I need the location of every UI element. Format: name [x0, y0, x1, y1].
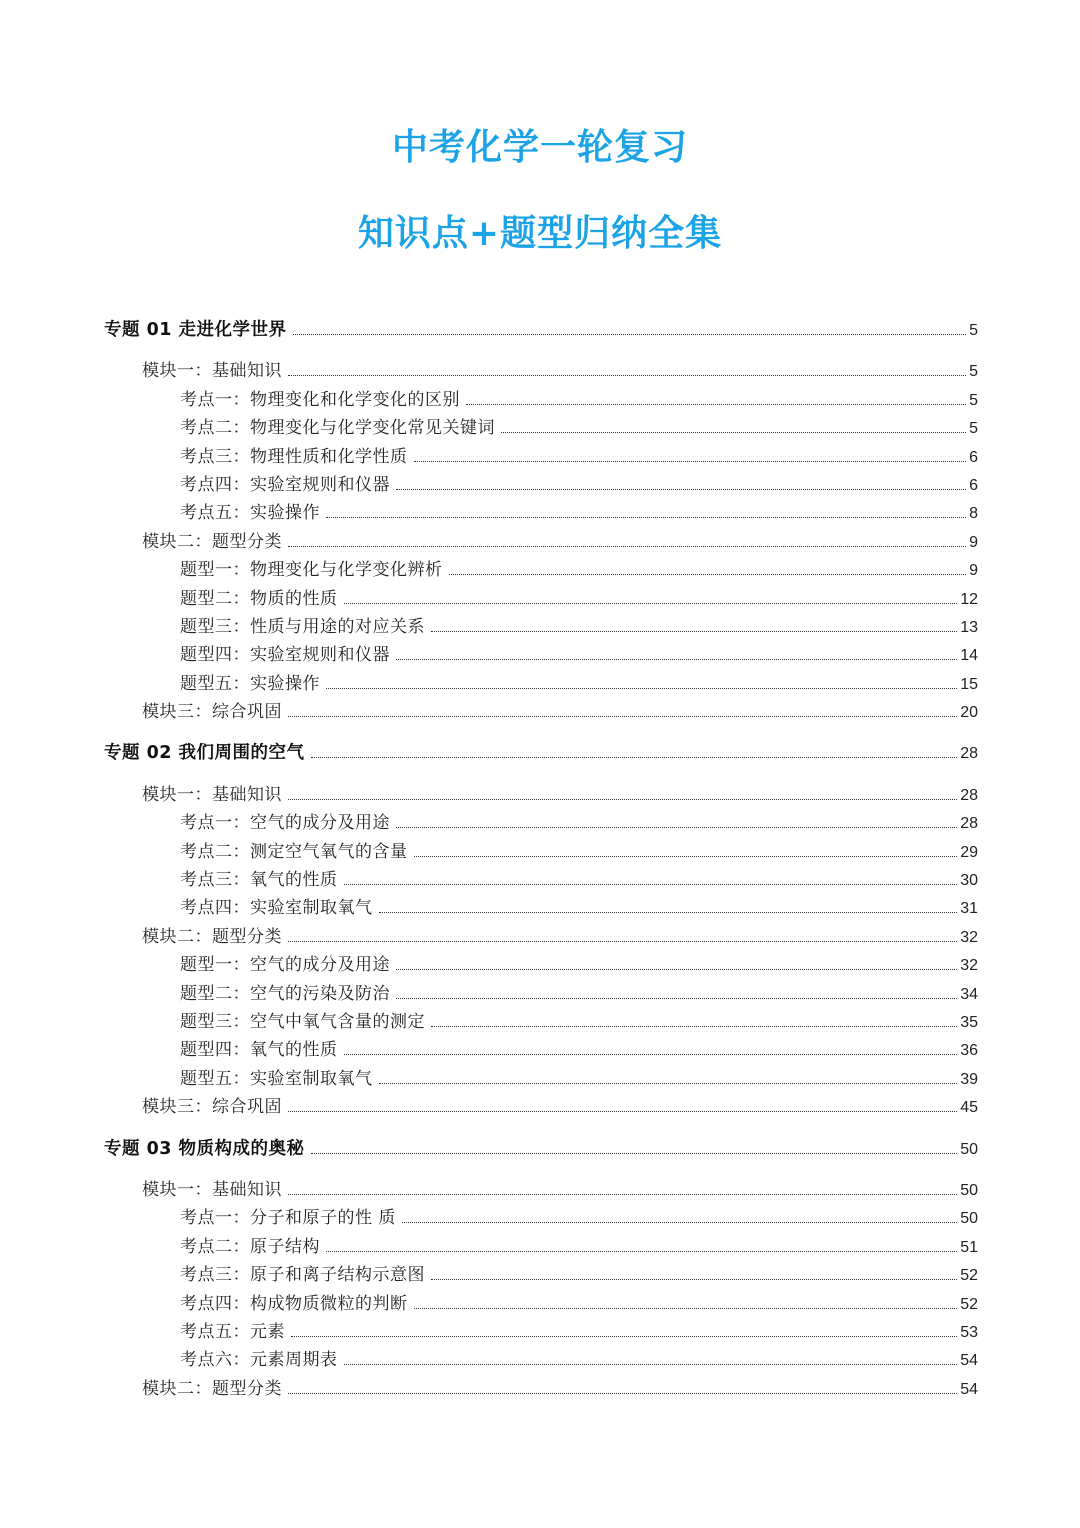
- toc-dot-leader: [288, 940, 957, 942]
- toc-dot-leader: [396, 968, 957, 970]
- title-line-1: 中考化学一轮复习: [391, 127, 688, 168]
- toc-entry-label: 题型二：空气的污染及防治: [180, 983, 390, 1004]
- toc-page-number: 45: [960, 1099, 978, 1117]
- toc-dot-leader: [379, 911, 958, 913]
- document-title: [0, 118, 1080, 264]
- toc-dot-leader: [326, 687, 957, 689]
- toc-entry-label: 考点五：元素: [180, 1321, 285, 1342]
- toc-page-number: 9: [969, 562, 978, 580]
- toc-page-number: 28: [960, 815, 978, 833]
- table-of-contents: [104, 316, 978, 1402]
- toc-page-number: 54: [960, 1352, 978, 1370]
- toc-topic[interactable]: [104, 865, 978, 893]
- toc-page-number: 30: [960, 872, 978, 890]
- toc-page-number: 6: [969, 448, 978, 466]
- toc-entry-label: 考点一：空气的成分及用途: [180, 813, 390, 834]
- toc-dot-leader: [293, 333, 967, 335]
- toc-dot-leader: [431, 630, 957, 632]
- toc-page-number: 50: [960, 1210, 978, 1228]
- toc-entry-label: 题型五：实验操作: [180, 673, 320, 694]
- toc-topic[interactable]: [104, 1317, 978, 1345]
- toc-topic[interactable]: [104, 669, 978, 697]
- toc-topic[interactable]: [104, 1007, 978, 1035]
- toc-dot-leader: [396, 997, 957, 999]
- toc-page-number: 5: [969, 420, 978, 438]
- toc-page-number: 14: [960, 647, 978, 665]
- toc-entry-label: 模块三：综合巩固: [142, 702, 282, 723]
- toc-page-number: 54: [960, 1380, 978, 1398]
- toc-entry-label: 考点三：氧气的性质: [180, 870, 338, 891]
- toc-dot-leader: [414, 855, 958, 857]
- toc-page-number: 51: [960, 1238, 978, 1256]
- toc-dot-leader: [288, 1392, 957, 1394]
- toc-dot-leader: [402, 1221, 957, 1223]
- toc-chapter[interactable]: [104, 316, 978, 344]
- toc-entry-label: 模块三：综合巩固: [142, 1097, 282, 1118]
- toc-module[interactable]: [104, 780, 978, 808]
- toc-page-number: 13: [960, 618, 978, 636]
- toc-entry-label: 专题 01 走进化学世界: [104, 320, 287, 340]
- toc-page-number: 28: [960, 745, 978, 763]
- toc-dot-leader: [291, 1335, 957, 1337]
- toc-entry-label: 考点二：原子结构: [180, 1236, 320, 1257]
- toc-page-number: 52: [960, 1295, 978, 1313]
- toc-entry-label: 专题 03 物质构成的奥秘: [104, 1138, 305, 1159]
- toc-page-number: 28: [960, 786, 978, 804]
- toc-dot-leader: [344, 883, 958, 885]
- toc-entry-label: 模块二：题型分类: [142, 531, 282, 552]
- toc-entry-label: 题型五：实验室制取氧气: [180, 1068, 373, 1089]
- toc-entry-label: 考点三：物理性质和化学性质: [180, 446, 408, 467]
- toc-dot-leader: [431, 1025, 957, 1027]
- toc-topic[interactable]: [104, 640, 978, 668]
- toc-dot-leader: [288, 798, 957, 800]
- toc-topic[interactable]: [104, 470, 978, 498]
- toc-dot-leader: [344, 1363, 958, 1365]
- toc-entry-label: 模块一：基础知识: [142, 361, 282, 382]
- toc-dot-leader: [379, 1082, 958, 1084]
- toc-entry-label: 考点二：测定空气氧气的含量: [180, 841, 408, 862]
- toc-topic[interactable]: [104, 1064, 978, 1092]
- toc-page-number: 15: [960, 675, 978, 693]
- toc-entry-label: 模块二：题型分类: [142, 1378, 282, 1399]
- toc-topic[interactable]: [104, 1232, 978, 1260]
- toc-page-number: 34: [960, 985, 978, 1003]
- toc-dot-leader: [311, 1152, 958, 1154]
- toc-dot-leader: [288, 374, 966, 376]
- toc-entry-label: 考点五：实验操作: [180, 503, 320, 524]
- toc-topic[interactable]: [104, 1289, 978, 1317]
- toc-module[interactable]: [104, 356, 978, 384]
- toc-topic[interactable]: [104, 1345, 978, 1373]
- toc-dot-leader: [449, 573, 967, 575]
- toc-entry-label: 考点二：物理变化与化学变化常见关键词: [180, 418, 495, 439]
- toc-dot-leader: [288, 715, 957, 717]
- toc-entry-label: 模块一：基础知识: [142, 1179, 282, 1200]
- toc-page-number: 39: [960, 1070, 978, 1088]
- toc-page-number: 5: [969, 322, 978, 339]
- toc-dot-leader: [431, 1278, 957, 1280]
- toc-page-number: 36: [960, 1042, 978, 1060]
- toc-dot-leader: [288, 545, 966, 547]
- toc-page-number: 35: [960, 1013, 978, 1031]
- toc-page-number: 6: [969, 476, 978, 494]
- toc-module[interactable]: [104, 697, 978, 725]
- toc-entry-label: 题型三：空气中氧气含量的测定: [180, 1011, 425, 1032]
- toc-entry-label: 考点三：原子和离子结构示意图: [180, 1265, 425, 1286]
- toc-entry-label: 模块二：题型分类: [142, 926, 282, 947]
- toc-page-number: 12: [960, 590, 978, 608]
- toc-page-number: 32: [960, 957, 978, 975]
- toc-topic[interactable]: [104, 893, 978, 921]
- toc-entry-label: 题型一：物理变化与化学变化辨析: [180, 560, 443, 581]
- toc-page-number: 5: [969, 391, 978, 409]
- toc-topic[interactable]: [104, 413, 978, 441]
- toc-dot-leader: [311, 756, 958, 758]
- toc-page-number: 9: [969, 533, 978, 551]
- toc-dot-leader: [414, 460, 967, 462]
- toc-topic[interactable]: [104, 612, 978, 640]
- toc-topic[interactable]: [104, 584, 978, 612]
- toc-page-number: 50: [960, 1140, 978, 1158]
- toc-page-number: 50: [960, 1181, 978, 1199]
- toc-topic[interactable]: [104, 979, 978, 1007]
- toc-dot-leader: [414, 1307, 958, 1309]
- toc-topic[interactable]: [104, 385, 978, 413]
- toc-module[interactable]: [104, 1092, 978, 1120]
- toc-dot-leader: [344, 1053, 958, 1055]
- toc-page-number: 5: [969, 363, 978, 381]
- toc-module[interactable]: [104, 1374, 978, 1402]
- toc-entry-label: 考点四：构成物质微粒的判断: [180, 1293, 408, 1314]
- toc-entry-label: 题型四：实验室规则和仪器: [180, 645, 390, 666]
- toc-page-number: 52: [960, 1267, 978, 1285]
- toc-dot-leader: [344, 602, 958, 604]
- toc-page-number: 8: [969, 505, 978, 523]
- toc-dot-leader: [326, 1250, 957, 1252]
- toc-chapter[interactable]: [104, 1135, 978, 1163]
- toc-topic[interactable]: [104, 442, 978, 470]
- toc-topic[interactable]: [104, 1260, 978, 1288]
- toc-entry-label: 模块一：基础知识: [142, 784, 282, 805]
- toc-dot-leader: [396, 488, 966, 490]
- toc-topic[interactable]: [104, 1203, 978, 1231]
- toc-topic[interactable]: [104, 837, 978, 865]
- toc-entry-label: 考点六：元素周期表: [180, 1350, 338, 1371]
- toc-dot-leader: [288, 1110, 957, 1112]
- toc-topic[interactable]: [104, 808, 978, 836]
- toc-dot-leader: [326, 516, 966, 518]
- toc-module[interactable]: [104, 527, 978, 555]
- toc-entry-label: 考点一：物理变化和化学变化的区别: [180, 389, 460, 410]
- toc-entry-label: 题型二：物质的性质: [180, 588, 338, 609]
- toc-entry-label: 考点一：分子和原子的性 质: [180, 1208, 396, 1229]
- toc-page-number: 29: [960, 843, 978, 861]
- toc-page-number: 31: [960, 900, 978, 918]
- toc-dot-leader: [466, 403, 966, 405]
- toc-dot-leader: [396, 658, 957, 660]
- toc-dot-leader: [288, 1193, 957, 1195]
- toc-dot-leader: [501, 431, 966, 433]
- toc-page-number: 20: [960, 704, 978, 722]
- toc-module[interactable]: [104, 1175, 978, 1203]
- toc-topic[interactable]: [104, 950, 978, 978]
- toc-entry-label: 题型一：空气的成分及用途: [180, 955, 390, 976]
- toc-chapter[interactable]: [104, 739, 978, 767]
- toc-entry-label: 考点四：实验室规则和仪器: [180, 474, 390, 495]
- toc-entry-label: 考点四：实验室制取氧气: [180, 898, 373, 919]
- toc-topic[interactable]: [104, 1035, 978, 1063]
- toc-entry-label: 题型四：氧气的性质: [180, 1040, 338, 1061]
- toc-entry-label: 专题 02 我们周围的空气: [104, 743, 305, 764]
- title-line-2: 知识点+题型归纳全集: [357, 213, 723, 254]
- toc-dot-leader: [396, 826, 957, 828]
- toc-topic[interactable]: [104, 555, 978, 583]
- toc-page-number: 53: [960, 1323, 978, 1341]
- toc-entry-label: 题型三：性质与用途的对应关系: [180, 616, 425, 637]
- toc-module[interactable]: [104, 922, 978, 950]
- toc-page-number: 32: [960, 928, 978, 946]
- toc-topic[interactable]: [104, 498, 978, 526]
